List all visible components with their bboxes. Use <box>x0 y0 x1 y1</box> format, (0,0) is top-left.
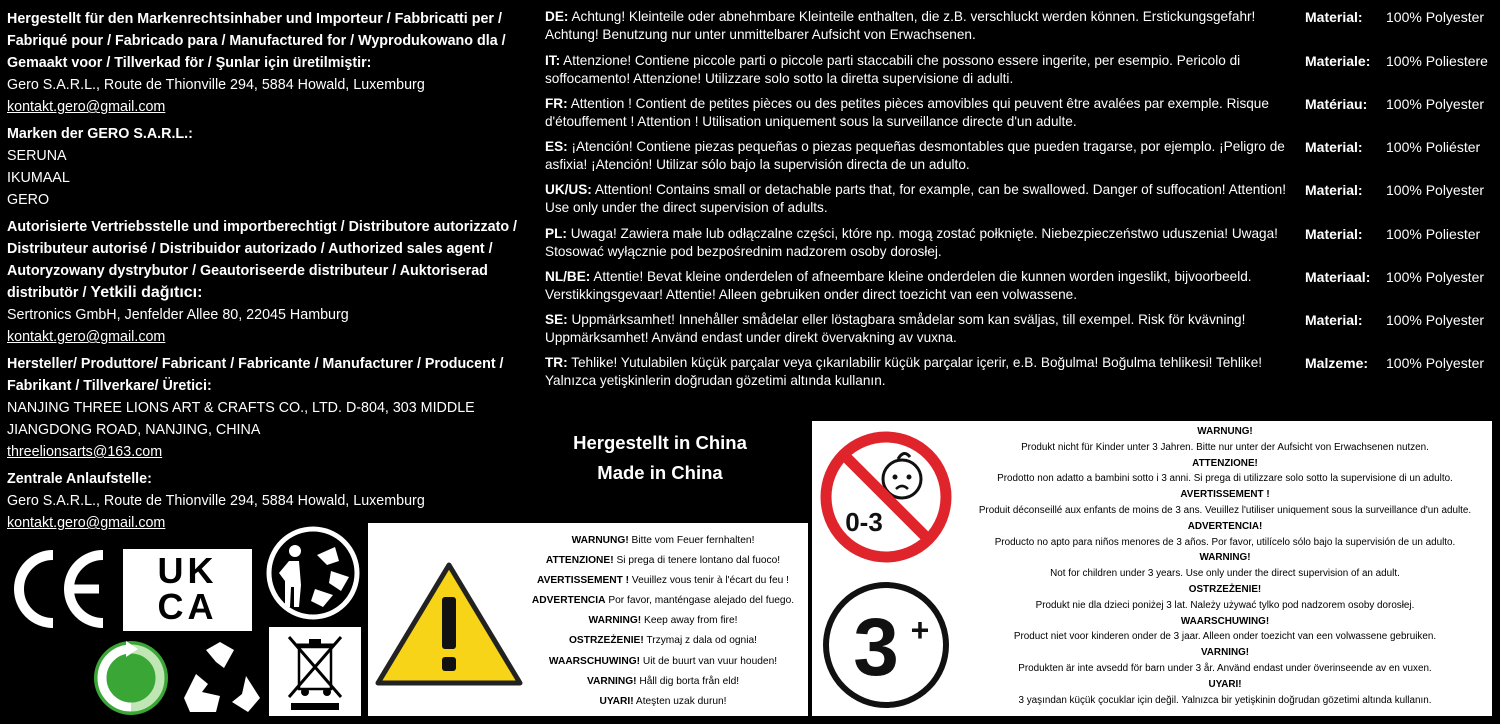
age-warning-text: Produkt nie dla dzieci poniżej 3 lat. Należy używać tylko pod nadzorem osoby dorosłej. <box>1035 599 1415 611</box>
age-warning-text: Produkt nicht für Kinder unter 3 Jahren. Bitte nur unter der Aufsicht von Erwachsenen nutzen. <box>1021 441 1429 453</box>
age-warning-text: Produit déconseillé aux enfants de moins de 3 ans. Veuillez l'utiliser uniquement sous la surveillance d'un adulte. <box>978 504 1472 516</box>
fire-warning-line <box>523 531 803 551</box>
material-value: 100% Polyester <box>1386 9 1485 25</box>
warning-sentence: ¡Atención! Contiene piezas pequeñas o piezas pequeñas desmontables que pueden tragarse, por ejemplo. ¡Peligro de asfixia! ¡Atención! Utilizar sólo bajo la supervisión directa de un adulto. <box>545 139 1285 172</box>
triman-recycling-icon <box>265 525 361 621</box>
made-in-label <box>540 428 780 488</box>
warning-triangle-icon <box>374 561 524 687</box>
age-warning-heading: ADVERTENCIA! <box>1187 520 1263 532</box>
fire-warning-text: Veuillez vous tenir à l'écart du feu ! <box>629 575 790 587</box>
fire-warning-list <box>523 531 803 712</box>
warning-row <box>545 225 1495 267</box>
material-value: 100% Poliéster <box>1386 139 1481 155</box>
language-code: SE: <box>545 312 568 327</box>
age-warning-heading: AVERTISSEMENT ! <box>1180 489 1270 501</box>
contact-address: Gero S.A.R.L., Route de Thionville 294, 5884 Howald, Luxemburg <box>7 493 425 509</box>
warning-sentence: Uppmärksamhet! Innehåller smådelar eller löstagbara smådelar som kan sväljas, till exempel. Risk för kvävning! Uppmärksamhet! Använd endast under direkt övervakning av vuxna. <box>545 312 1246 345</box>
manufactured-for-heading: Hergestellt für den Markenrechtsinhaber und Importeur / Fabbricatti per / Fabriqué pour / Fabricado para / Manufactured for / Wyprodukowano dla / Gemaakt voor / Tillverkad för / Şunlar için üretilmiştir: <box>7 11 506 71</box>
warning-row <box>545 311 1495 353</box>
material-value: 100% Polyester <box>1386 182 1485 198</box>
no-age-label: 0-3 <box>845 507 883 537</box>
age-warning-text: Product niet voor kinderen onder de 3 jaar. Alleen onder toezicht van een volwassene gebruiken. <box>1013 631 1437 643</box>
green-dot-icon <box>92 639 170 717</box>
brand-item: GERO <box>7 192 50 208</box>
distributor-heading: Autorisierte Vertriebsstelle und importberechtigt / Distributore autorizzato / Distributeur autorisé / Distribuidor autorizado / Authorized sales agent / Autoryzowany dystrybutor / Geautoriseerde distributeur / Auktoriserad distributör / Yetkili dağıtıcı: <box>7 219 518 301</box>
language-code: TR: <box>545 355 568 370</box>
manufactured-for-email-link[interactable]: kontakt.gero@gmail.com <box>7 99 166 115</box>
warning-row <box>545 95 1495 137</box>
material-label: Malzeme: <box>1305 355 1369 371</box>
warning-text <box>545 268 1295 303</box>
fire-warning-word: VARNING! <box>586 675 637 687</box>
language-code: IT: <box>545 53 561 68</box>
warning-text <box>545 95 1295 130</box>
age-warning-heading: WARNING! <box>1199 552 1251 564</box>
material-value: 100% Polyester <box>1386 269 1485 285</box>
language-code: DE: <box>545 9 569 24</box>
age-number: 3 <box>853 602 899 693</box>
ukca-bottom-text: CA <box>157 586 218 627</box>
distributor-email-link[interactable]: kontakt.gero@gmail.com <box>7 329 166 345</box>
warning-sentence: Uwaga! Zawiera małe lub odłączalne części, które np. mogą zostać połknięte. Niebezpieczeństwo uduszenia! Uwaga! Stosować wyłącznie pod bezpośrednim nadzorem osoby dorosłej. <box>545 226 1278 259</box>
age-warning-heading: WAARSCHUWING! <box>1180 615 1270 627</box>
contact-email-link[interactable]: kontakt.gero@gmail.com <box>7 515 166 531</box>
fire-warning-line <box>523 631 803 651</box>
ce-mark-icon <box>7 547 110 631</box>
recycle-arrows-icon <box>176 640 264 716</box>
fire-warning-word: ATTENZIONE! <box>545 555 614 567</box>
material-label: Matériau: <box>1305 96 1368 112</box>
material-value: 100% Poliestere <box>1386 53 1488 69</box>
fire-warning-line <box>523 551 803 571</box>
language-code: UK/US: <box>545 182 592 197</box>
ukca-top-text: UK <box>157 550 218 591</box>
fire-warning-word: AVERTISSEMENT ! <box>536 575 630 587</box>
age-warning-text: Producto no apto para niños menores de 3 años. Por favor, utilícelo sólo bajo la supervisión de un adulto. <box>994 536 1456 548</box>
fire-warning-line <box>523 571 803 591</box>
fire-warning-text: Ateşten uzak durun! <box>633 695 727 707</box>
material-label: Material: <box>1305 9 1363 25</box>
made-in-en: Made in China <box>597 462 723 483</box>
warning-row <box>545 354 1495 396</box>
warning-sentence: Attention ! Contient de petites pièces ou des petites pièces amovibles qui peuvent être avalées par exemple. Risque d'étouffement ! Attention ! Utilisation uniquement sous la surveillance directe d'un adulte. <box>545 96 1269 129</box>
fire-warning-text: Trzymaj z dala od ognia! <box>643 635 757 647</box>
fire-warning-text: Håll dig borta från eld! <box>636 675 740 687</box>
age-warning-text: Not for children under 3 years. Use only under the direct supervision of an adult. <box>1050 568 1400 580</box>
age-plus-sign: + <box>910 612 930 648</box>
fire-warning-line <box>523 652 803 672</box>
language-code: NL/BE: <box>545 269 591 284</box>
age-warning-text: Prodotto non adatto a bambini sotto i 3 anni. Si prega di utilizzare solo sotto la supervisione di un adulto. <box>997 473 1453 485</box>
made-in-de: Hergestellt in China <box>573 432 747 453</box>
fire-warning-text: Keep away from fire! <box>641 615 738 627</box>
material-value: 100% Polyester <box>1386 312 1485 328</box>
material-value: 100% Polyester <box>1386 96 1485 112</box>
manufacturer-email-link[interactable]: threelionsarts@163.com <box>7 444 163 460</box>
age-warning-text: Produkten är inte avsedd för barn under 3 år. Använd endast under överinseende av en vuxen. <box>1018 662 1432 674</box>
age-3-plus-icon <box>820 579 952 711</box>
fire-warning-line <box>523 611 803 631</box>
warning-text <box>545 52 1295 87</box>
warning-text <box>545 311 1295 346</box>
warning-sentence: Tehlike! Yutulabilen küçük parçalar veya çıkarılabilir küçük parçalar içerir, e.B. Boğulma! Boğulma tehlikesi! Tehlike! Yalnızca yetişkinlerin doğrudan gözetimi altında kullanın. <box>545 355 1263 388</box>
warning-row <box>545 268 1495 310</box>
age-warning-heading: OSTRZEŻENIE! <box>1188 583 1262 595</box>
not-under-3-icon <box>818 429 954 565</box>
age-warning-text: 3 yaşından küçük çocuklar için değil. Yalnızca bir yetişkinin doğrudan gözetimi altında kullanın. <box>1018 694 1432 706</box>
warning-text <box>545 354 1295 389</box>
fire-warning-text: Si prega di tenere lontano dal fuoco! <box>613 555 781 567</box>
warning-text <box>545 138 1295 173</box>
warning-sentence: Attentie! Bevat kleine onderdelen of afneembare kleine onderdelen die kunnen worden ingeslikt, bijvoorbeeld. Verstikkingsgevaar! Attentie! Alleen gebruiken onder direct toezicht van een volwassene. <box>545 269 1252 302</box>
warning-sentence: Achtung! Kleinteile oder abnehmbare Kleinteile enthalten, die z.B. verschluckt werden können. Erstickungsgefahr! Achtung! Benutzung nur unter unmittelbarer Aufsicht von Erwachsenen. <box>545 9 1256 42</box>
material-value: 100% Polyester <box>1386 355 1485 371</box>
manufactured-for-address: Gero S.A.R.L., Route de Thionville 294, 5884 Howald, Luxemburg <box>7 77 425 93</box>
warning-row <box>545 8 1495 50</box>
material-label: Materiaal: <box>1305 269 1371 285</box>
warning-text <box>545 8 1295 43</box>
age-warning-heading: WARNUNG! <box>1197 426 1253 437</box>
ukca-mark-icon <box>123 549 252 631</box>
importer-info-column <box>7 8 537 539</box>
manufacturer-heading: Hersteller/ Produttore/ Fabricant / Fabricante / Manufacturer / Producent / Fabrikant / Tillverkare/ Üretici: <box>7 356 504 394</box>
fire-warning-word: OSTRZEŻENIE! <box>569 635 644 647</box>
warning-text <box>545 181 1295 216</box>
age-warning-heading: VARNING! <box>1200 647 1250 659</box>
fire-warning-text: Bitte vom Feuer fernhalten! <box>628 535 755 546</box>
material-label: Material: <box>1305 226 1363 242</box>
material-label: Material: <box>1305 182 1363 198</box>
language-code: FR: <box>545 96 568 111</box>
material-value: 100% Poliester <box>1386 226 1481 242</box>
fire-warning-word: ADVERTENCIA <box>531 595 606 607</box>
fire-warning-word: UYARI! <box>599 695 634 707</box>
age-warning-heading: UYARI! <box>1208 678 1242 690</box>
material-label: Material: <box>1305 312 1363 328</box>
brand-item: IKUMAAL <box>7 170 70 186</box>
warning-row <box>545 181 1495 223</box>
brand-item: SERUNA <box>7 148 67 164</box>
warning-row <box>545 52 1495 94</box>
fire-warning-word: WAARSCHUWING! <box>548 655 641 667</box>
manufacturer-address: NANJING THREE LIONS ART & CRAFTS CO., LTD. D-804, 303 MIDDLE JIANGDONG ROAD, NANJING, CHINA <box>7 400 475 438</box>
material-label: Material: <box>1305 139 1363 155</box>
material-label: Materiale: <box>1305 53 1371 69</box>
weee-bin-icon <box>269 627 361 716</box>
age-warning-box <box>812 421 1492 716</box>
fire-warning-word: WARNUNG! <box>571 535 629 546</box>
language-code: ES: <box>545 139 568 154</box>
fire-warning-line <box>523 672 803 692</box>
warning-row <box>545 138 1495 180</box>
fire-warning-line <box>523 692 803 712</box>
language-code: PL: <box>545 226 567 241</box>
age-warning-list <box>960 424 1490 708</box>
age-warning-heading: ATTENZIONE! <box>1192 457 1258 469</box>
warning-text <box>545 225 1295 260</box>
distributor-address: Sertronics GmbH, Jenfelder Allee 80, 22045 Hamburg <box>7 307 349 323</box>
fire-warning-text: Uit de buurt van vuur houden! <box>640 655 778 667</box>
warning-sentence: Attenzione! Contiene piccole parti o piccole parti staccabili che possono essere ingerite, per esempio. Pericolo di soffocamento! Attenzione! Utilizzare solo sotto la diretta supervisione di adulti. <box>545 53 1241 86</box>
contact-heading: Zentrale Anlaufstelle: <box>7 471 152 487</box>
fire-warning-line <box>523 591 803 611</box>
fire-warning-text: Por favor, manténgase alejado del fuego. <box>605 595 795 607</box>
warning-sentence: Attention! Contains small or detachable parts that, for example, can be swallowed. Danger of suffocation! Attention! Use only under the direct supervision of adults. <box>545 182 1287 215</box>
fire-warning-word: WARNING! <box>588 615 642 627</box>
brands-heading: Marken der GERO S.A.R.L.: <box>7 126 193 142</box>
fire-warning-box <box>368 523 808 716</box>
